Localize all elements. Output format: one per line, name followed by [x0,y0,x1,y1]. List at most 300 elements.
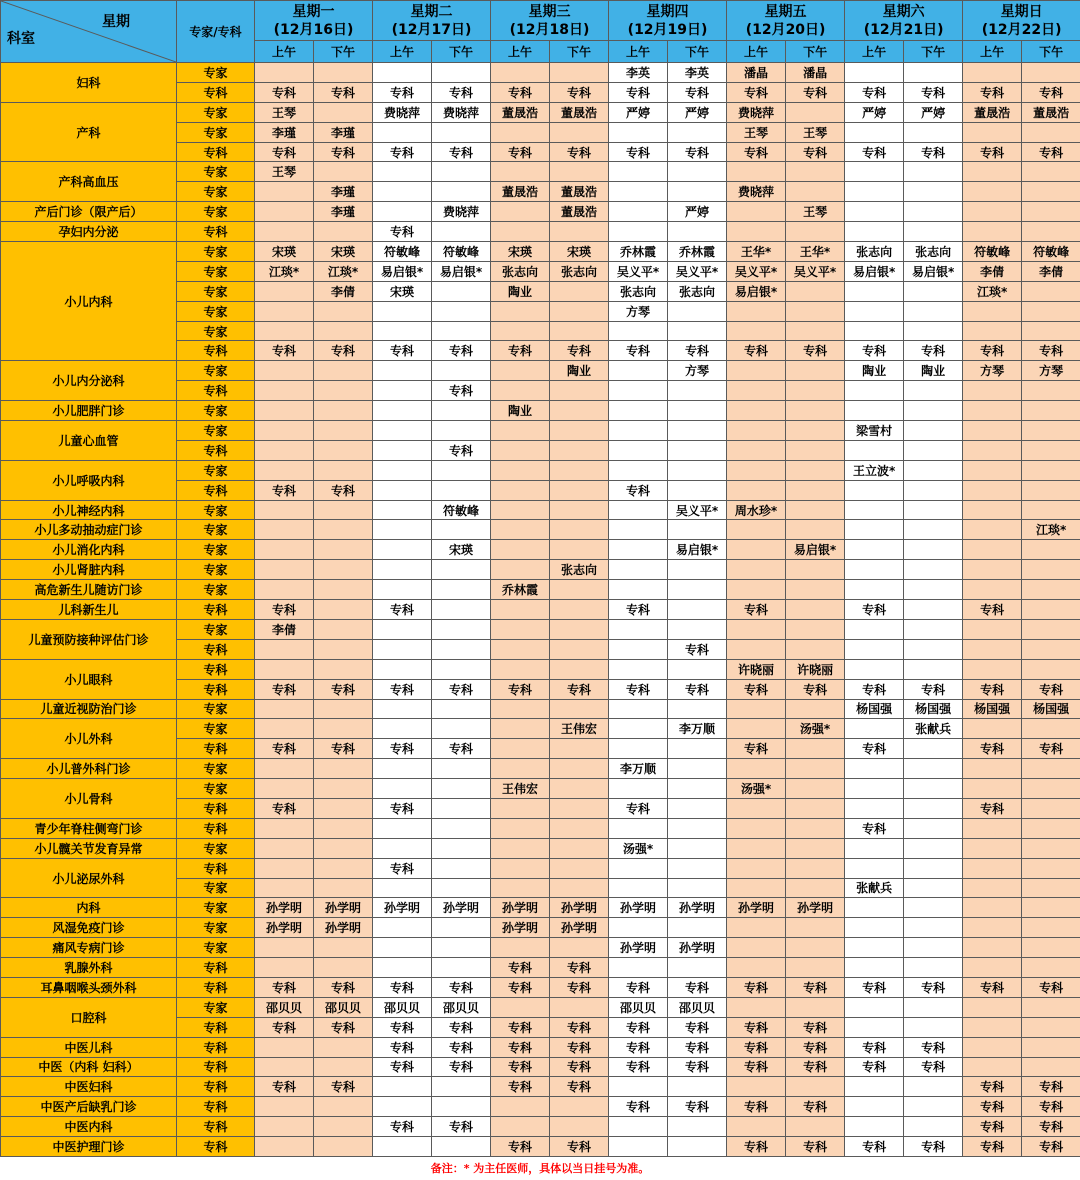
schedule-cell [904,540,963,560]
schedule-cell: 孙学明 [609,898,668,918]
schedule-cell [432,719,491,739]
schedule-cell [255,759,314,779]
schedule-cell: 专科 [609,798,668,818]
schedule-cell: 专科 [727,1097,786,1117]
schedule-cell: 符敏峰 [373,242,432,262]
schedule-cell: 专科 [845,1057,904,1077]
schedule-cell [963,460,1022,480]
schedule-cell: 专科 [491,82,550,102]
schedule-cell [963,619,1022,639]
schedule-cell [786,520,845,540]
schedule-cell [904,997,963,1017]
schedule-cell [963,440,1022,460]
schedule-cell [491,202,550,222]
schedule-cell: 专科 [786,341,845,361]
schedule-cell [550,779,609,799]
doctor-type: 专家 [177,460,255,480]
schedule-cell [963,421,1022,441]
schedule-cell: 孙学明 [432,898,491,918]
schedule-cell [1022,580,1080,600]
schedule-cell: 专科 [845,977,904,997]
schedule-cell: 专科 [255,798,314,818]
department-name: 小儿多动抽动症门诊 [1,520,177,540]
schedule-cell [550,440,609,460]
schedule-cell: 专科 [845,142,904,162]
schedule-cell: 张志向 [904,242,963,262]
schedule-cell: 专科 [314,1017,373,1037]
schedule-cell: 专科 [904,82,963,102]
schedule-cell [963,938,1022,958]
schedule-cell [314,580,373,600]
schedule-cell [255,222,314,242]
doctor-type: 专家 [177,63,255,83]
schedule-cell: 专科 [609,679,668,699]
schedule-cell [904,440,963,460]
schedule-cell [373,440,432,460]
department-name: 中医产后缺乳门诊 [1,1097,177,1117]
schedule-cell [491,560,550,580]
schedule-cell [314,301,373,321]
schedule-cell [845,500,904,520]
schedule-cell [609,719,668,739]
schedule-cell [609,560,668,580]
doctor-type: 专家 [177,301,255,321]
schedule-cell [314,321,373,341]
schedule-cell: 孙学明 [255,918,314,938]
schedule-cell [255,63,314,83]
schedule-cell [727,560,786,580]
schedule-cell [845,540,904,560]
schedule-cell [1022,1057,1080,1077]
day-header: 星期六 (12月21日) [845,1,963,41]
schedule-cell [373,421,432,441]
schedule-cell [491,1117,550,1137]
schedule-cell [255,838,314,858]
schedule-cell [255,381,314,401]
schedule-cell [432,779,491,799]
schedule-cell [786,560,845,580]
schedule-cell [727,619,786,639]
schedule-cell: 专科 [845,341,904,361]
department-name: 儿童预防接种评估门诊 [1,619,177,659]
schedule-cell [314,858,373,878]
schedule-cell: 张献兵 [845,878,904,898]
doctor-type: 专科 [177,679,255,699]
department-name: 产科 [1,102,177,162]
schedule-cell [314,619,373,639]
schedule-cell [963,381,1022,401]
schedule-cell [668,301,727,321]
schedule-cell: 专科 [668,1057,727,1077]
schedule-cell [550,500,609,520]
schedule-cell [550,421,609,441]
schedule-cell: 符敏峰 [963,242,1022,262]
schedule-cell: 专科 [668,1017,727,1037]
schedule-cell: 李瑾 [314,122,373,142]
doctor-type: 专家 [177,779,255,799]
schedule-cell [668,878,727,898]
schedule-cell [786,639,845,659]
schedule-cell [609,182,668,202]
schedule-cell [373,958,432,978]
schedule-cell [550,520,609,540]
doctor-type: 专家 [177,421,255,441]
schedule-cell [432,1077,491,1097]
schedule-cell: 专科 [550,679,609,699]
schedule-cell [786,838,845,858]
schedule-cell [1022,1037,1080,1057]
department-name: 儿童心血管 [1,421,177,461]
schedule-cell: 专科 [904,142,963,162]
schedule-cell [904,739,963,759]
afternoon-header: 下午 [314,41,373,63]
schedule-cell [668,401,727,421]
schedule-cell [432,480,491,500]
schedule-cell [904,1017,963,1037]
schedule-cell [727,699,786,719]
schedule-cell [668,918,727,938]
table-row [1,421,1080,441]
schedule-cell [963,898,1022,918]
schedule-cell [314,1117,373,1137]
doctor-type: 专家 [177,162,255,182]
schedule-cell [491,818,550,838]
table-row [1,162,1080,182]
schedule-cell [314,63,373,83]
schedule-cell: 专科 [668,679,727,699]
schedule-cell [727,818,786,838]
schedule-cell [963,520,1022,540]
schedule-cell [668,1077,727,1097]
schedule-cell [550,580,609,600]
schedule-cell [550,619,609,639]
schedule-cell [727,938,786,958]
schedule-cell: 陶业 [845,361,904,381]
schedule-cell [609,361,668,381]
schedule-cell [963,918,1022,938]
schedule-cell: 李倩 [963,261,1022,281]
schedule-cell [668,958,727,978]
schedule-cell: 专科 [491,1017,550,1037]
schedule-cell [373,321,432,341]
schedule-cell: 易启银* [904,261,963,281]
morning-header: 上午 [373,41,432,63]
doctor-type: 专科 [177,958,255,978]
schedule-cell [1022,460,1080,480]
schedule-cell [314,102,373,122]
schedule-cell [904,381,963,401]
schedule-cell [1022,162,1080,182]
schedule-cell: 杨国强 [963,699,1022,719]
schedule-cell [255,520,314,540]
schedule-cell: 专科 [550,1137,609,1157]
schedule-cell [255,938,314,958]
schedule-cell [432,63,491,83]
schedule-cell [432,1137,491,1157]
doctor-type: 专科 [177,798,255,818]
schedule-cell: 专科 [432,1057,491,1077]
doctor-type: 专家 [177,918,255,938]
schedule-cell: 专科 [255,82,314,102]
schedule-cell [255,580,314,600]
schedule-cell: 专科 [845,82,904,102]
schedule-cell [255,440,314,460]
schedule-cell: 费晓萍 [727,102,786,122]
schedule-cell [491,600,550,620]
schedule-cell [255,1137,314,1157]
schedule-cell: 专科 [373,1117,432,1137]
schedule-cell [963,818,1022,838]
schedule-cell: 专科 [963,679,1022,699]
schedule-cell [609,958,668,978]
schedule-cell [609,580,668,600]
schedule-cell [491,162,550,182]
schedule-cell [845,281,904,301]
doctor-type: 专科 [177,1057,255,1077]
schedule-cell [255,182,314,202]
doctor-type: 专科 [177,142,255,162]
schedule-cell: 专科 [963,82,1022,102]
schedule-cell [904,122,963,142]
schedule-cell: 专科 [550,341,609,361]
schedule-cell [1022,560,1080,580]
schedule-cell: 易启银* [786,540,845,560]
department-name: 小儿内分泌科 [1,361,177,401]
schedule-cell [373,1097,432,1117]
schedule-cell: 邵贝贝 [314,997,373,1017]
schedule-cell: 李倩 [255,619,314,639]
schedule-cell [255,659,314,679]
schedule-cell [963,639,1022,659]
schedule-cell: 专科 [1022,142,1080,162]
schedule-cell [727,580,786,600]
doctor-type: 专家 [177,520,255,540]
schedule-cell: 专科 [786,142,845,162]
table-row [1,202,1080,222]
schedule-cell [904,460,963,480]
schedule-cell [314,520,373,540]
schedule-cell: 邵贝贝 [668,997,727,1017]
department-name: 产后门诊（限产后） [1,202,177,222]
schedule-cell [786,401,845,421]
table-row [1,958,1080,978]
schedule-cell: 符敏峰 [1022,242,1080,262]
schedule-cell [550,301,609,321]
schedule-cell [845,719,904,739]
doctor-type: 专家 [177,997,255,1017]
schedule-cell: 专科 [963,798,1022,818]
schedule-cell [1022,500,1080,520]
afternoon-header: 下午 [786,41,845,63]
schedule-cell [255,560,314,580]
schedule-cell: 专科 [845,1137,904,1157]
schedule-cell [432,122,491,142]
schedule-cell: 专科 [432,977,491,997]
schedule-cell: 汤强* [727,779,786,799]
schedule-cell [491,759,550,779]
schedule-cell: 李瑾 [314,182,373,202]
schedule-cell [609,739,668,759]
schedule-cell [314,938,373,958]
schedule-cell [963,1017,1022,1037]
schedule-cell [904,938,963,958]
schedule-cell: 专科 [255,679,314,699]
department-name: 小儿外科 [1,719,177,759]
schedule-cell [904,500,963,520]
schedule-cell [786,699,845,719]
schedule-cell [491,739,550,759]
schedule-cell [373,619,432,639]
schedule-cell [373,719,432,739]
schedule-cell [786,779,845,799]
schedule-cell [609,421,668,441]
schedule-cell: 李英 [668,63,727,83]
schedule-cell [609,460,668,480]
schedule-cell [255,301,314,321]
schedule-cell [963,500,1022,520]
schedule-cell [904,401,963,421]
schedule-cell [550,381,609,401]
schedule-cell [727,202,786,222]
doctor-type: 专科 [177,1117,255,1137]
table-row [1,759,1080,779]
schedule-cell: 孙学明 [786,898,845,918]
schedule-cell [727,540,786,560]
schedule-cell: 符敏峰 [432,242,491,262]
schedule-cell [491,460,550,480]
schedule-cell [845,838,904,858]
schedule-cell: 方琴 [609,301,668,321]
schedule-cell [609,440,668,460]
schedule-cell [963,480,1022,500]
schedule-cell [1022,838,1080,858]
schedule-cell: 董晟浩 [491,102,550,122]
schedule-cell [314,1097,373,1117]
schedule-cell [786,480,845,500]
schedule-cell [314,958,373,978]
doctor-type: 专家 [177,261,255,281]
schedule-cell [668,580,727,600]
schedule-cell [491,520,550,540]
schedule-cell [668,162,727,182]
table-row [1,500,1080,520]
schedule-cell [786,102,845,122]
schedule-cell [1022,639,1080,659]
schedule-cell: 邵贝贝 [255,997,314,1017]
schedule-cell [550,162,609,182]
table-row [1,898,1080,918]
schedule-cell: 专科 [491,679,550,699]
table-row [1,540,1080,560]
schedule-cell [845,480,904,500]
schedule-cell [1022,659,1080,679]
table-row [1,1057,1080,1077]
schedule-cell [550,63,609,83]
schedule-cell [727,838,786,858]
schedule-cell [255,1057,314,1077]
schedule-cell: 宋瑛 [255,242,314,262]
schedule-cell [668,798,727,818]
schedule-cell: 专科 [845,739,904,759]
schedule-cell [963,958,1022,978]
schedule-cell [432,938,491,958]
schedule-cell: 专科 [609,480,668,500]
schedule-cell: 宋瑛 [314,242,373,262]
schedule-cell [963,659,1022,679]
schedule-cell [373,818,432,838]
schedule-cell [314,798,373,818]
schedule-cell [668,222,727,242]
table-row [1,102,1080,122]
schedule-cell [963,321,1022,341]
schedule-cell: 专科 [668,639,727,659]
doctor-type: 专家 [177,838,255,858]
schedule-cell [1022,878,1080,898]
schedule-cell: 专科 [314,341,373,361]
schedule-cell [786,858,845,878]
schedule-cell: 费晓萍 [432,102,491,122]
schedule-cell [491,122,550,142]
schedule-cell: 王立波* [845,460,904,480]
schedule-cell [845,520,904,540]
schedule-cell [314,1057,373,1077]
schedule-cell: 孙学明 [550,918,609,938]
schedule-cell [609,918,668,938]
schedule-cell [1022,600,1080,620]
schedule-cell [1022,63,1080,83]
schedule-cell: 王琴 [727,122,786,142]
schedule-cell [550,321,609,341]
schedule-cell [845,440,904,460]
department-name: 中医儿科 [1,1037,177,1057]
schedule-cell [609,858,668,878]
schedule-cell [609,659,668,679]
schedule-cell: 潘晶 [727,63,786,83]
table-row [1,1117,1080,1137]
department-name: 乳腺外科 [1,958,177,978]
schedule-cell [727,997,786,1017]
schedule-cell: 专科 [786,977,845,997]
schedule-cell [904,560,963,580]
schedule-cell [963,759,1022,779]
schedule-cell [314,779,373,799]
schedule-cell [1022,858,1080,878]
schedule-cell [786,739,845,759]
schedule-cell [609,540,668,560]
schedule-cell: 江琰* [1022,520,1080,540]
schedule-cell: 乔林霞 [609,242,668,262]
corner-department-label: 科室 [7,31,35,47]
schedule-cell [904,838,963,858]
table-row [1,997,1080,1017]
doctor-type: 专家 [177,281,255,301]
schedule-cell: 专科 [373,739,432,759]
schedule-cell: 专科 [432,341,491,361]
schedule-cell [373,401,432,421]
schedule-cell [314,381,373,401]
table-row [1,659,1080,679]
table-row [1,63,1080,83]
schedule-cell [845,381,904,401]
schedule-cell [786,162,845,182]
table-row [1,560,1080,580]
schedule-cell [727,958,786,978]
schedule-cell [609,202,668,222]
schedule-cell: 陶业 [904,361,963,381]
schedule-cell: 方琴 [668,361,727,381]
schedule-cell: 专科 [609,600,668,620]
schedule-cell: 专科 [432,739,491,759]
